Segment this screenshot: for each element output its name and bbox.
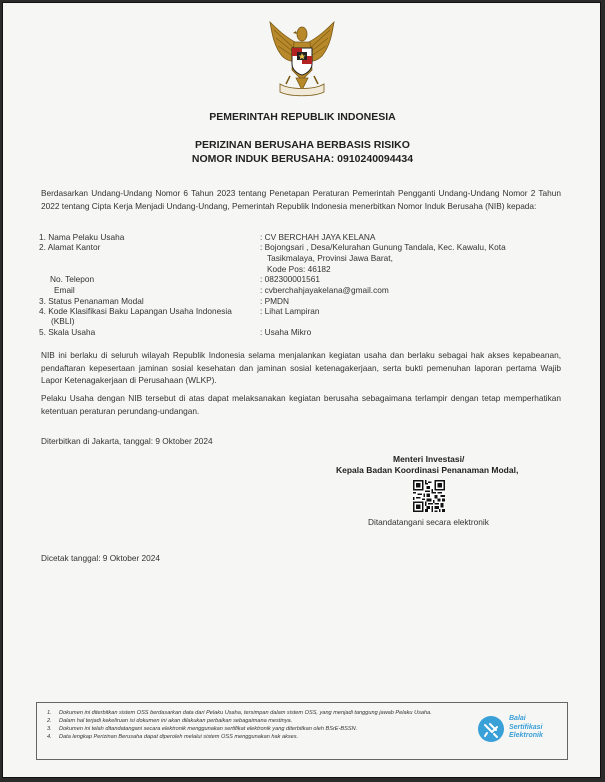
field-label-alamat: 2. Alamat Kantor bbox=[39, 242, 101, 252]
bsre-logo-icon bbox=[477, 715, 505, 743]
field-value-kbli: : Lihat Lampiran bbox=[260, 306, 320, 316]
footer-note-text: Dokumen ini telah ditandatangani secara elektronik menggunakan sertifikat elektronik yang diterbitkan oleh BSrE-BSSN. bbox=[59, 726, 358, 732]
bsre-label bbox=[509, 715, 543, 741]
bsre-line-3: Elektronik bbox=[509, 732, 543, 739]
qr-code-icon bbox=[413, 480, 445, 512]
footer-note-text: Dalam hal terjadi kekeliruan isi dokumen ini akan dilakukan perbaikan sebagaimana mestinya. bbox=[59, 718, 293, 724]
printed-date: Dicetak tanggal: 9 Oktober 2024 bbox=[41, 553, 160, 563]
field-label-email: Email bbox=[54, 285, 75, 295]
field-value-telepon: : 082300001561 bbox=[260, 274, 320, 284]
field-label-kbli-2: (KBLI) bbox=[51, 316, 75, 326]
footer-note-number: 1. bbox=[47, 710, 52, 716]
obligation-paragraph: Pelaku Usaha dengan NIB tersebut di atas dapat melaksanakan kegiatan berusaha sebagaimana terlampir dengan tetap memperhatikan ketentuan peraturan perundang-undangan. bbox=[41, 393, 561, 416]
bsre-line-2: Sertifikasi bbox=[509, 723, 543, 731]
footer-note-item bbox=[47, 709, 467, 717]
footer-note-item bbox=[47, 717, 467, 725]
footer-note-text: Dokumen ini diterbitkan sistem OSS berdasarkan data dari Pelaku Usaha, tersimpan dalam sistem OSS, yang menjadi tanggung jawab Pelaku Usaha. bbox=[59, 710, 432, 716]
document-title: PERIZINAN BERUSAHA BERBASIS RISIKO bbox=[195, 139, 410, 151]
footer-note-text: Data lengkap Perizinan Berusaha dapat diperoleh melalui sistem OSS menggunakan hak akses. bbox=[59, 734, 299, 740]
electronic-signature-note: Ditandatangani secara elektronik bbox=[368, 517, 489, 527]
footer-note-number: 2. bbox=[47, 718, 52, 724]
footer-note-number: 3. bbox=[47, 726, 52, 732]
field-value-alamat-3: Kode Pos: 46182 bbox=[267, 264, 331, 274]
nib-document bbox=[2, 2, 601, 778]
signatory-office: Kepala Badan Koordinasi Penanaman Modal, bbox=[336, 465, 519, 475]
footer-notes-list bbox=[47, 709, 467, 741]
field-label-skala: 5. Skala Usaha bbox=[39, 327, 96, 337]
nib-number-heading: NOMOR INDUK BERUSAHA: 0910240094434 bbox=[191, 153, 414, 165]
field-value-skala: : Usaha Mikro bbox=[260, 327, 312, 337]
field-label-kbli: 4. Kode Klasifikasi Baku Lapangan Usaha Indonesia bbox=[39, 306, 232, 316]
field-value-email: : cvberchahjayakelana@gmail.com bbox=[260, 285, 389, 295]
field-value-status: : PMDN bbox=[260, 296, 290, 306]
footer-note-item bbox=[47, 725, 467, 733]
validity-paragraph: NIB ini berlaku di seluruh wilayah Republik Indonesia selama menjalankan kegiatan usaha dan berlaku sebagai hak akses kepabeanan, pendaftaran kepesertaan jaminan sosial kesehatan dan jaminan sosial ketenagakerjaan, serta bukti pemenuhan laporan pertama Wajib Lapor Ketenagakerjaan di Perusahaan (WLKP). bbox=[41, 350, 561, 385]
bsre-line-1: Balai bbox=[509, 715, 526, 722]
field-value-nama: : CV BERCHAH JAYA KELANA bbox=[260, 232, 376, 242]
garuda-pancasila-emblem bbox=[266, 20, 338, 100]
field-value-alamat-2: Tasikmalaya, Provinsi Jawa Barat, bbox=[267, 253, 393, 263]
field-label-telepon: No. Telepon bbox=[50, 274, 95, 284]
footer-notes-box bbox=[36, 702, 568, 760]
government-heading: PEMERINTAH REPUBLIK INDONESIA bbox=[209, 111, 396, 123]
intro-paragraph: Berdasarkan Undang-Undang Nomor 6 Tahun 2023 tentang Penetapan Peraturan Pemerintah Pengganti Undang-Undang Nomor 2 Tahun 2022 tentang Cipta Kerja Menjadi Undang-Undang, Pemerintah Republik Indonesia menerbitkan Nomor Induk Berusaha (NIB) kepada: bbox=[41, 188, 561, 211]
issued-place-date: Diterbitkan di Jakarta, tanggal: 9 Oktober 2024 bbox=[41, 436, 213, 446]
footer-note-number: 4. bbox=[47, 734, 52, 740]
field-label-nama: 1. Nama Pelaku Usaha bbox=[39, 232, 125, 242]
field-value-alamat-1: : Bojongsari , Desa/Kelurahan Gunung Tandala, Kec. Kawalu, Kota bbox=[260, 242, 506, 252]
signatory-title: Menteri Investasi/ bbox=[393, 454, 465, 464]
field-label-status: 3. Status Penanaman Modal bbox=[39, 296, 144, 306]
footer-note-item bbox=[47, 733, 467, 741]
